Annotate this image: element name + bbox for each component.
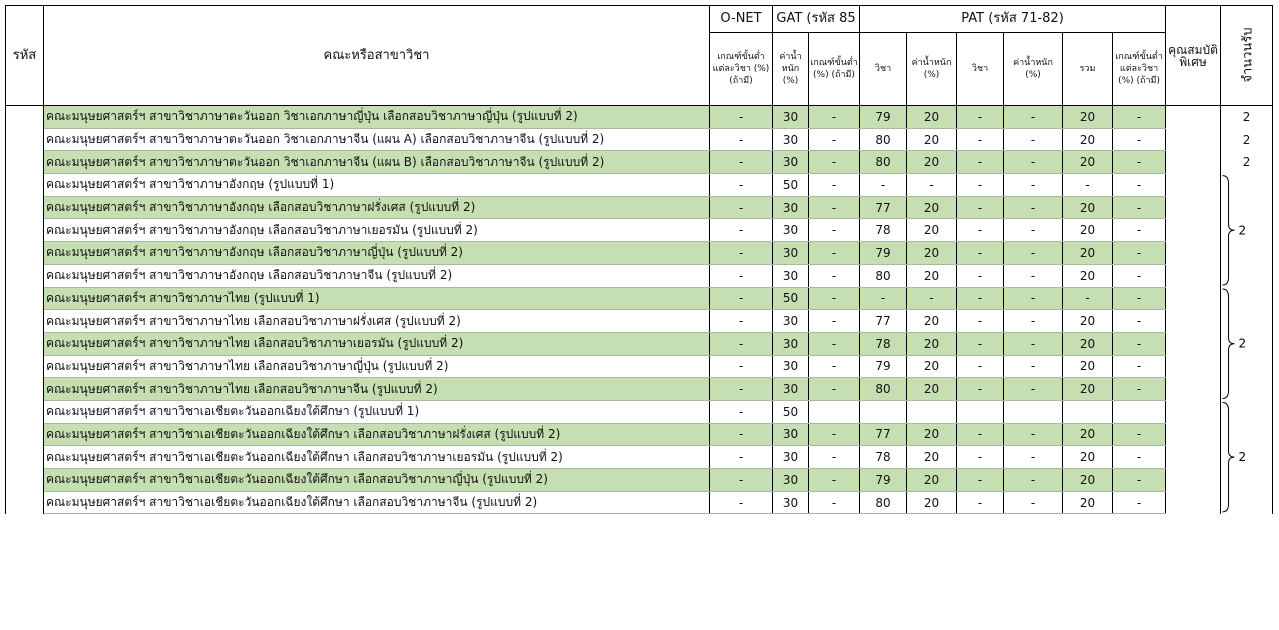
cell-gw: 30 [773, 469, 809, 492]
cell-onet: - [710, 400, 773, 423]
cell-gw: 30 [773, 355, 809, 378]
cell-w1: 20 [907, 355, 957, 378]
cell-onet: - [710, 196, 773, 219]
cell-code [6, 106, 44, 129]
cell-s2: - [957, 242, 1004, 265]
cell-w1: 20 [907, 128, 957, 151]
cell-gw: 30 [773, 128, 809, 151]
cell-total: 20 [1063, 242, 1113, 265]
cell-gw: 30 [773, 423, 809, 446]
cell-w1: 20 [907, 378, 957, 401]
cell-special [1166, 446, 1221, 469]
cell-pmin: - [1113, 332, 1166, 355]
cell-gmin: - [809, 332, 860, 355]
cell-s1: 79 [860, 469, 907, 492]
cell-w2: - [1004, 264, 1063, 287]
cell-count [1221, 355, 1273, 378]
cell-gmin: - [809, 355, 860, 378]
cell-pmin: - [1113, 196, 1166, 219]
cell-gmin: - [809, 264, 860, 287]
header-pat-min: เกณฑ์ขั้นต่ำแต่ละวิชา (%) (ถ้ามี) [1113, 33, 1166, 106]
cell-gmin: - [809, 151, 860, 174]
cell-code [6, 378, 44, 401]
cell-program-name: คณะมนุษยศาสตร์ฯ สาขาวิชาภาษาตะวันออก วิชาเอกภาษาจีน (แผน B) เลือกสอบวิชาภาษาจีน (รูปแบบที่ 2) [44, 151, 710, 174]
cell-total: 20 [1063, 423, 1113, 446]
cell-gw: 30 [773, 378, 809, 401]
group-count-label: 2 [1238, 336, 1247, 351]
cell-s1: - [860, 287, 907, 310]
cell-count [1221, 491, 1273, 514]
cell-special [1166, 174, 1221, 197]
cell-gw: 30 [773, 264, 809, 287]
header-gat-min: เกณฑ์ขั้นต่ำ (%) (ถ้ามี) [809, 33, 860, 106]
cell-gw: 30 [773, 332, 809, 355]
cell-program-name: คณะมนุษยศาสตร์ฯ สาขาวิชาภาษาอังกฤษ เลือกสอบวิชาภาษาญี่ปุ่น (รูปแบบที่ 2) [44, 242, 710, 265]
cell-gmin: - [809, 219, 860, 242]
cell-gmin: - [809, 423, 860, 446]
cell-gw: 30 [773, 491, 809, 514]
cell-w1: 20 [907, 310, 957, 333]
cell-onet: - [710, 128, 773, 151]
cell-w1: 20 [907, 332, 957, 355]
cell-s2: - [957, 355, 1004, 378]
table-row [6, 332, 1273, 355]
cell-pmin [1113, 400, 1166, 423]
header-onet: O-NET [710, 6, 773, 33]
cell-special [1166, 378, 1221, 401]
cell-code [6, 423, 44, 446]
cell-program-name: คณะมนุษยศาสตร์ฯ สาขาวิชาภาษาไทย เลือกสอบวิชาภาษาญี่ปุ่น (รูปแบบที่ 2) [44, 355, 710, 378]
cell-code [6, 174, 44, 197]
cell-s1: 77 [860, 196, 907, 219]
cell-special [1166, 355, 1221, 378]
cell-s1: - [860, 174, 907, 197]
cell-w2: - [1004, 332, 1063, 355]
cell-s2: - [957, 174, 1004, 197]
cell-w2: - [1004, 310, 1063, 333]
cell-w2: - [1004, 378, 1063, 401]
cell-pmin: - [1113, 355, 1166, 378]
table-row [6, 469, 1273, 492]
admission-table-container [5, 5, 1273, 514]
cell-gmin [809, 400, 860, 423]
cell-s1: 80 [860, 151, 907, 174]
cell-w1: 20 [907, 446, 957, 469]
cell-special [1166, 128, 1221, 151]
cell-total: 20 [1063, 446, 1113, 469]
cell-pmin: - [1113, 310, 1166, 333]
cell-onet: - [710, 423, 773, 446]
cell-gmin: - [809, 174, 860, 197]
table-row [6, 423, 1273, 446]
cell-w2: - [1004, 128, 1063, 151]
cell-gmin: - [809, 106, 860, 129]
cell-s2: - [957, 151, 1004, 174]
cell-gw: 30 [773, 151, 809, 174]
cell-w2 [1004, 400, 1063, 423]
cell-gw: 30 [773, 219, 809, 242]
header-count [1221, 6, 1273, 106]
cell-total: 20 [1063, 196, 1113, 219]
table-row [6, 151, 1273, 174]
cell-w2: - [1004, 196, 1063, 219]
cell-onet: - [710, 219, 773, 242]
cell-program-name: คณะมนุษยศาสตร์ฯ สาขาวิชาภาษาไทย เลือกสอบวิชาภาษาฝรั่งเศส (รูปแบบที่ 2) [44, 310, 710, 333]
cell-gmin: - [809, 287, 860, 310]
header-program: คณะหรือสาขาวิชา [44, 6, 710, 106]
cell-s1: 79 [860, 355, 907, 378]
cell-pmin: - [1113, 491, 1166, 514]
cell-total: 20 [1063, 219, 1113, 242]
cell-w1: 20 [907, 264, 957, 287]
cell-special [1166, 242, 1221, 265]
cell-w2: - [1004, 355, 1063, 378]
cell-s2: - [957, 491, 1004, 514]
cell-w2: - [1004, 287, 1063, 310]
cell-count [1221, 378, 1273, 401]
cell-gw: 30 [773, 196, 809, 219]
cell-gw: 50 [773, 174, 809, 197]
cell-code [6, 128, 44, 151]
cell-special [1166, 151, 1221, 174]
cell-s2: - [957, 469, 1004, 492]
cell-program-name: คณะมนุษยศาสตร์ฯ สาขาวิชาภาษาอังกฤษ เลือกสอบวิชาภาษาฝรั่งเศส (รูปแบบที่ 2) [44, 196, 710, 219]
cell-gw: 30 [773, 242, 809, 265]
cell-s1: 80 [860, 378, 907, 401]
header-pat: PAT (รหัส 71-82) [860, 6, 1166, 33]
group-count-label: 2 [1238, 223, 1247, 238]
cell-pmin: - [1113, 219, 1166, 242]
cell-s1: 78 [860, 446, 907, 469]
cell-code [6, 196, 44, 219]
cell-program-name: คณะมนุษยศาสตร์ฯ สาขาวิชาภาษาอังกฤษ เลือกสอบวิชาภาษาจีน (รูปแบบที่ 2) [44, 264, 710, 287]
cell-count [1221, 310, 1273, 333]
cell-count: 2 [1221, 106, 1273, 129]
cell-w1: 20 [907, 469, 957, 492]
table-row [6, 174, 1273, 197]
cell-w2: - [1004, 491, 1063, 514]
cell-onet: - [710, 378, 773, 401]
cell-w1 [907, 400, 957, 423]
cell-gw: 30 [773, 446, 809, 469]
cell-total: 20 [1063, 355, 1113, 378]
cell-count: 2 [1221, 128, 1273, 151]
cell-gmin: - [809, 242, 860, 265]
cell-code [6, 400, 44, 423]
cell-count [1221, 446, 1273, 469]
cell-code [6, 287, 44, 310]
cell-w2: - [1004, 446, 1063, 469]
cell-code [6, 469, 44, 492]
cell-gmin: - [809, 446, 860, 469]
cell-s1: 80 [860, 264, 907, 287]
header-gat: GAT (รหัส 85 [773, 6, 860, 33]
cell-pmin: - [1113, 106, 1166, 129]
cell-s2: - [957, 287, 1004, 310]
table-row [6, 242, 1273, 265]
table-row [6, 355, 1273, 378]
cell-count [1221, 469, 1273, 492]
cell-count [1221, 332, 1273, 355]
cell-onet: - [710, 264, 773, 287]
table-row [6, 196, 1273, 219]
cell-program-name: คณะมนุษยศาสตร์ฯ สาขาวิชาเอเชียตะวันออกเฉียงใต้ศึกษา เลือกสอบวิชาภาษาญี่ปุ่น (รูปแบบที่ 2) [44, 469, 710, 492]
cell-program-name: คณะมนุษยศาสตร์ฯ สาขาวิชาภาษาไทย (รูปแบบที่ 1) [44, 287, 710, 310]
cell-total: 20 [1063, 378, 1113, 401]
cell-s1: 79 [860, 242, 907, 265]
cell-special [1166, 106, 1221, 129]
table-row [6, 446, 1273, 469]
cell-count [1221, 174, 1273, 197]
cell-pmin: - [1113, 151, 1166, 174]
cell-count: 2 [1221, 151, 1273, 174]
table-row [6, 400, 1273, 423]
cell-code [6, 264, 44, 287]
cell-onet: - [710, 174, 773, 197]
cell-gw: 50 [773, 400, 809, 423]
cell-s2: - [957, 264, 1004, 287]
header-pat-weight-1: ค่าน้ำหนัก (%) [907, 33, 957, 106]
cell-gmin: - [809, 310, 860, 333]
cell-pmin: - [1113, 287, 1166, 310]
header-pat-total: รวม [1063, 33, 1113, 106]
cell-code [6, 355, 44, 378]
table-row [6, 128, 1273, 151]
cell-pmin: - [1113, 242, 1166, 265]
cell-total: 20 [1063, 310, 1113, 333]
cell-w1: - [907, 287, 957, 310]
cell-count [1221, 242, 1273, 265]
cell-pmin: - [1113, 174, 1166, 197]
header-gat-weight: ค่าน้ำหนัก (%) [773, 33, 809, 106]
cell-onet: - [710, 310, 773, 333]
cell-program-name: คณะมนุษยศาสตร์ฯ สาขาวิชาเอเชียตะวันออกเฉียงใต้ศึกษา เลือกสอบวิชาภาษาเยอรมัน (รูปแบบที่ 2) [44, 446, 710, 469]
cell-s2 [957, 400, 1004, 423]
cell-s2: - [957, 196, 1004, 219]
table-row [6, 106, 1273, 129]
cell-code [6, 310, 44, 333]
cell-s2: - [957, 310, 1004, 333]
cell-w2: - [1004, 423, 1063, 446]
header-code: รหัส [6, 6, 44, 106]
cell-w1: - [907, 174, 957, 197]
table-row [6, 219, 1273, 242]
cell-code [6, 219, 44, 242]
cell-code [6, 151, 44, 174]
cell-gmin: - [809, 491, 860, 514]
cell-w2: - [1004, 469, 1063, 492]
cell-w1: 20 [907, 151, 957, 174]
cell-onet: - [710, 469, 773, 492]
cell-pmin: - [1113, 264, 1166, 287]
cell-gmin: - [809, 378, 860, 401]
cell-s1: 80 [860, 128, 907, 151]
cell-pmin: - [1113, 469, 1166, 492]
cell-w1: 20 [907, 423, 957, 446]
cell-special [1166, 332, 1221, 355]
cell-program-name: คณะมนุษยศาสตร์ฯ สาขาวิชาเอเชียตะวันออกเฉียงใต้ศึกษา เลือกสอบวิชาภาษาฝรั่งเศส (รูปแบบที่ 2) [44, 423, 710, 446]
cell-s1: 77 [860, 423, 907, 446]
cell-program-name: คณะมนุษยศาสตร์ฯ สาขาวิชาภาษาตะวันออก วิชาเอกภาษาจีน (แผน A) เลือกสอบวิชาภาษาจีน (รูปแบบที่ 2) [44, 128, 710, 151]
cell-w2: - [1004, 151, 1063, 174]
cell-s2: - [957, 219, 1004, 242]
cell-s1: 78 [860, 219, 907, 242]
cell-count [1221, 287, 1273, 310]
cell-special [1166, 310, 1221, 333]
header-pat-subject-1: วิชา [860, 33, 907, 106]
cell-special [1166, 491, 1221, 514]
cell-total: 20 [1063, 128, 1113, 151]
cell-total: 20 [1063, 106, 1113, 129]
cell-pmin: - [1113, 423, 1166, 446]
cell-program-name: คณะมนุษยศาสตร์ฯ สาขาวิชาภาษาตะวันออก วิชาเอกภาษาญี่ปุ่น เลือกสอบวิชาภาษาญี่ปุ่น (รูปแบบที่ 2) [44, 106, 710, 129]
header-special: คุณสมบัติพิเศษ [1166, 6, 1221, 106]
cell-program-name: คณะมนุษยศาสตร์ฯ สาขาวิชาเอเชียตะวันออกเฉียงใต้ศึกษา เลือกสอบวิชาภาษาจีน (รูปแบบที่ 2) [44, 491, 710, 514]
cell-onet: - [710, 106, 773, 129]
table-row [6, 491, 1273, 514]
table-row [6, 310, 1273, 333]
cell-s2: - [957, 332, 1004, 355]
cell-code [6, 332, 44, 355]
cell-s1: 77 [860, 310, 907, 333]
cell-special [1166, 264, 1221, 287]
cell-gw: 50 [773, 287, 809, 310]
cell-program-name: คณะมนุษยศาสตร์ฯ สาขาวิชาเอเชียตะวันออกเฉียงใต้ศึกษา (รูปแบบที่ 1) [44, 400, 710, 423]
cell-pmin: - [1113, 128, 1166, 151]
cell-code [6, 491, 44, 514]
cell-w1: 20 [907, 219, 957, 242]
cell-onet: - [710, 446, 773, 469]
cell-total: 20 [1063, 469, 1113, 492]
cell-special [1166, 469, 1221, 492]
cell-special [1166, 423, 1221, 446]
cell-program-name: คณะมนุษยศาสตร์ฯ สาขาวิชาภาษาไทย เลือกสอบวิชาภาษาเยอรมัน (รูปแบบที่ 2) [44, 332, 710, 355]
cell-program-name: คณะมนุษยศาสตร์ฯ สาขาวิชาภาษาอังกฤษ เลือกสอบวิชาภาษาเยอรมัน (รูปแบบที่ 2) [44, 219, 710, 242]
cell-s1 [860, 400, 907, 423]
cell-count [1221, 219, 1273, 242]
cell-w2: - [1004, 219, 1063, 242]
table-row [6, 287, 1273, 310]
cell-special [1166, 400, 1221, 423]
cell-total: 20 [1063, 332, 1113, 355]
cell-onet: - [710, 332, 773, 355]
cell-code [6, 446, 44, 469]
cell-gw: 30 [773, 310, 809, 333]
header-onet-min: เกณฑ์ขั้นต่ำแต่ละวิชา (%) (ถ้ามี) [710, 33, 773, 106]
cell-onet: - [710, 491, 773, 514]
cell-gmin: - [809, 469, 860, 492]
table-row [6, 378, 1273, 401]
cell-pmin: - [1113, 378, 1166, 401]
cell-s2: - [957, 378, 1004, 401]
cell-count [1221, 264, 1273, 287]
cell-program-name: คณะมนุษยศาสตร์ฯ สาขาวิชาภาษาอังกฤษ (รูปแบบที่ 1) [44, 174, 710, 197]
cell-program-name: คณะมนุษยศาสตร์ฯ สาขาวิชาภาษาไทย เลือกสอบวิชาภาษาจีน (รูปแบบที่ 2) [44, 378, 710, 401]
table-row [6, 264, 1273, 287]
cell-onet: - [710, 355, 773, 378]
cell-w1: 20 [907, 196, 957, 219]
cell-s2: - [957, 446, 1004, 469]
cell-s1: 78 [860, 332, 907, 355]
cell-gmin: - [809, 128, 860, 151]
cell-s1: 79 [860, 106, 907, 129]
cell-gw: 30 [773, 106, 809, 129]
table-body [6, 106, 1273, 514]
cell-w2: - [1004, 242, 1063, 265]
header-count-label: จำนวนรับ [1240, 27, 1256, 83]
cell-onet: - [710, 151, 773, 174]
cell-pmin: - [1113, 446, 1166, 469]
cell-special [1166, 196, 1221, 219]
cell-s1: 80 [860, 491, 907, 514]
cell-s2: - [957, 423, 1004, 446]
cell-total: - [1063, 287, 1113, 310]
cell-w2: - [1004, 106, 1063, 129]
cell-s2: - [957, 106, 1004, 129]
cell-count [1221, 400, 1273, 423]
cell-count [1221, 196, 1273, 219]
group-count-label: 2 [1238, 450, 1247, 465]
cell-total: 20 [1063, 491, 1113, 514]
cell-code [6, 242, 44, 265]
cell-w1: 20 [907, 242, 957, 265]
cell-gmin: - [809, 196, 860, 219]
cell-onet: - [710, 287, 773, 310]
cell-special [1166, 219, 1221, 242]
cell-total [1063, 400, 1113, 423]
header-pat-subject-2: วิชา [957, 33, 1004, 106]
admission-criteria-table [5, 5, 1273, 514]
cell-count [1221, 423, 1273, 446]
cell-total: 20 [1063, 264, 1113, 287]
cell-onet: - [710, 242, 773, 265]
header-pat-weight-2: ค่าน้ำหนัก (%) [1004, 33, 1063, 106]
cell-w2: - [1004, 174, 1063, 197]
cell-total: - [1063, 174, 1113, 197]
cell-w1: 20 [907, 106, 957, 129]
cell-total: 20 [1063, 151, 1113, 174]
cell-special [1166, 287, 1221, 310]
cell-w1: 20 [907, 491, 957, 514]
cell-s2: - [957, 128, 1004, 151]
